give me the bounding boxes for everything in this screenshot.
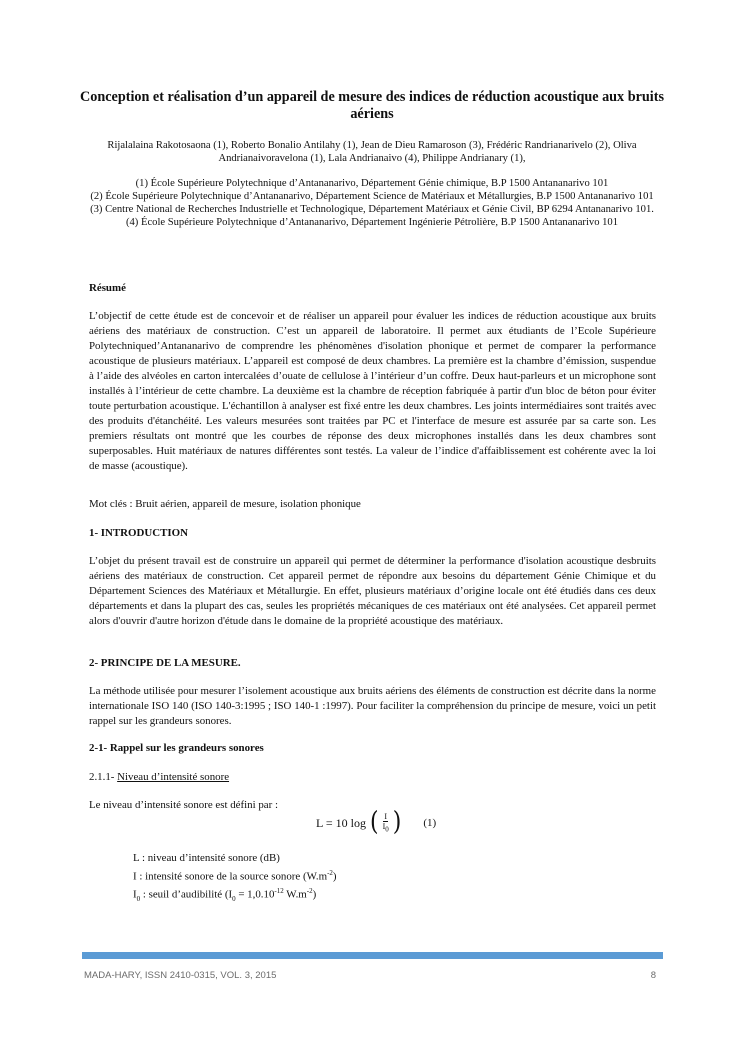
definition-i0 [133,884,337,906]
footer-bar [82,952,663,959]
definition-i0-subscript-2: 0 [232,894,236,903]
rappel-heading: 2-1- Rappel sur les grandeurs sonores [89,742,264,754]
principe-text: La méthode utilisée pour mesurer l’isolement acoustique aux bruits aériens des éléments de construction est décrite dans la norme internationale ISO 140 (ISO 140-3:1995 ; ISO 140-1 :1997). Pour faciliter la compréhension du principe de mesure, voici un petit rappel sur les grandeurs sonores. [89,685,656,727]
definition-intro: Le niveau d’intensité sonore est défini par : [89,799,279,811]
definition-i0-unit: W.m [283,888,307,901]
affiliation-3: (3) Centre National de Recherches Industrielle et Technologique, Département Matériaux et Génie Civil, BP 6294 Antananarivo 101. [90,204,654,215]
equation-number: (1) [423,817,437,830]
subsection-title [89,770,656,785]
definition-i-text: I : intensité sonore de la source sonore (W.m [133,870,328,883]
equation-lhs: L = 10 log [316,815,366,830]
page-number: 8 [650,970,656,981]
definition-i0-exponent: -12 [274,886,284,895]
fraction-numerator: I [384,812,388,821]
affiliation-2: (2) École Supérieure Polytechnique d’Antananarivo, Département Science de Matériaux et Métallurgies, B.P 1500 Antananarivo 101 [90,191,654,202]
keywords: Mot clés : Bruit aérien, appareil de mesure, isolation phonique [89,498,361,510]
subsection-number: 2.1.1- [89,771,118,783]
affiliations [82,177,662,229]
affiliation-4: (4) École Supérieure Polytechnique d’Antananarivo, Département Ingénierie Pétrolière, B.P 1500 Antananarivo 101 [125,217,619,228]
author-list: Rijalalaina Rakotosaona (1), Roberto Bonalio Antilahy (1), Jean de Dieu Ramaroson (3), Frédéric Randrianarivelo (2), Oliva Andrianaivoravelona (1), Lala Andrianaivo (4), Philippe Andrianary (1), [107,140,637,164]
denominator-subscript: 0 [385,825,389,834]
definition-i0-text: : seuil d’audibilité (I [140,888,233,901]
affiliation-1: (1) École Supérieure Polytechnique d’Antananarivo, Département Génie chimique, B.P 1500 Antananarivo 101 [135,178,609,189]
definition-i-close: ) [332,870,337,883]
journal-citation: MADA-HARY, ISSN 2410-0315, VOL. 3, 2015 [84,970,277,981]
intro-heading: 1- INTRODUCTION [89,527,188,539]
definition-i0-close: ) [312,888,317,901]
right-paren: ) [392,807,402,838]
subsection-name: Niveau d’intensité sonore [117,771,230,783]
paper-title: Conception et réalisation d’un appareil de mesure des indices de réduction acoustique aux bruits aériens [80,89,664,122]
left-paren: ( [370,807,379,838]
definition-i-exponent: -2 [327,868,333,877]
denominator-symbol: I [382,822,386,831]
equation-fraction [383,812,389,835]
principe-heading: 2- PRINCIPE DE LA MESURE. [89,657,241,669]
fraction-denominator [383,822,389,835]
definition-i0-subscript: 0 [136,894,141,903]
definition-i0-symbol: I [133,888,137,901]
definition-list [133,851,337,906]
definition-l: L : niveau d’intensité sonore (dB) [133,852,280,864]
definition-i0-value: = 1,0.10 [235,888,275,901]
equation-1 [316,807,437,838]
resume-text: L’objectif de cette étude est de concevoir et de réaliser un appareil pour évaluer les indices de réduction acoustique aux bruits aériens des matériaux de construction. C’est un appareil de laboratoire. Il permet aux étudiants de l’Ecole Supérieure Polytechniqued’Antananarivo de comprendre les phénomènes d'isolation phonique et permet de comparer la performance acoustique de plusieurs matériaux. L’appareil est composé de deux chambres. La première est la chambre d’émission, suspendue à l’aide des alvéoles en carton intercalées d’ouate de cellulose à l’intérieur d’un coffre. Deux haut-parleurs et un microphone sont installés à l’intérieur de cette chambre. La deuxième est la chambre de réception fabriquée à partir d'un bloc de béton pour éviter toute perturbation acoustique. L'échantillon à analyser est fixé entre les deux chambres. Les joints intermédiaires sont traités avec des produits d'étanchéité. Les valeurs mesurées sont traitées par PC et l'interface de mesure est assurée par sa carte son. Les premiers résultats ont montré que les courbes de réponse des deux microphones installés dans les deux chambres sont superposables. Huit matériaux de natures différentes sont testés. La valeur de l’indice d'affaiblissement est cohérente avec la loi de masse (acoustique). [89,310,656,472]
definition-i [133,866,337,884]
resume-heading: Résumé [89,282,126,294]
definition-i0-unit-exponent: -2 [306,886,313,895]
intro-text: L’objet du présent travail est de construire un appareil qui permet de déterminer la performance d'isolation acoustique desbruits aériens des matériaux de construction. Cet appareil permet de répondre aux besoins du département Génie Chimique et du Département Sciences des Matériaux et Métallurgie. En effet, plusieurs matériaux d’origine locale ont été étudiés dans ces deux départements et dans la plupart des cas, seules les propriétés mécaniques de ces matériaux ont été analysées. Cet appareil permet alors d'ouvrir d'autre horizon d'étude dans le domaine de la propriété acoustique des matériaux. [89,555,656,627]
